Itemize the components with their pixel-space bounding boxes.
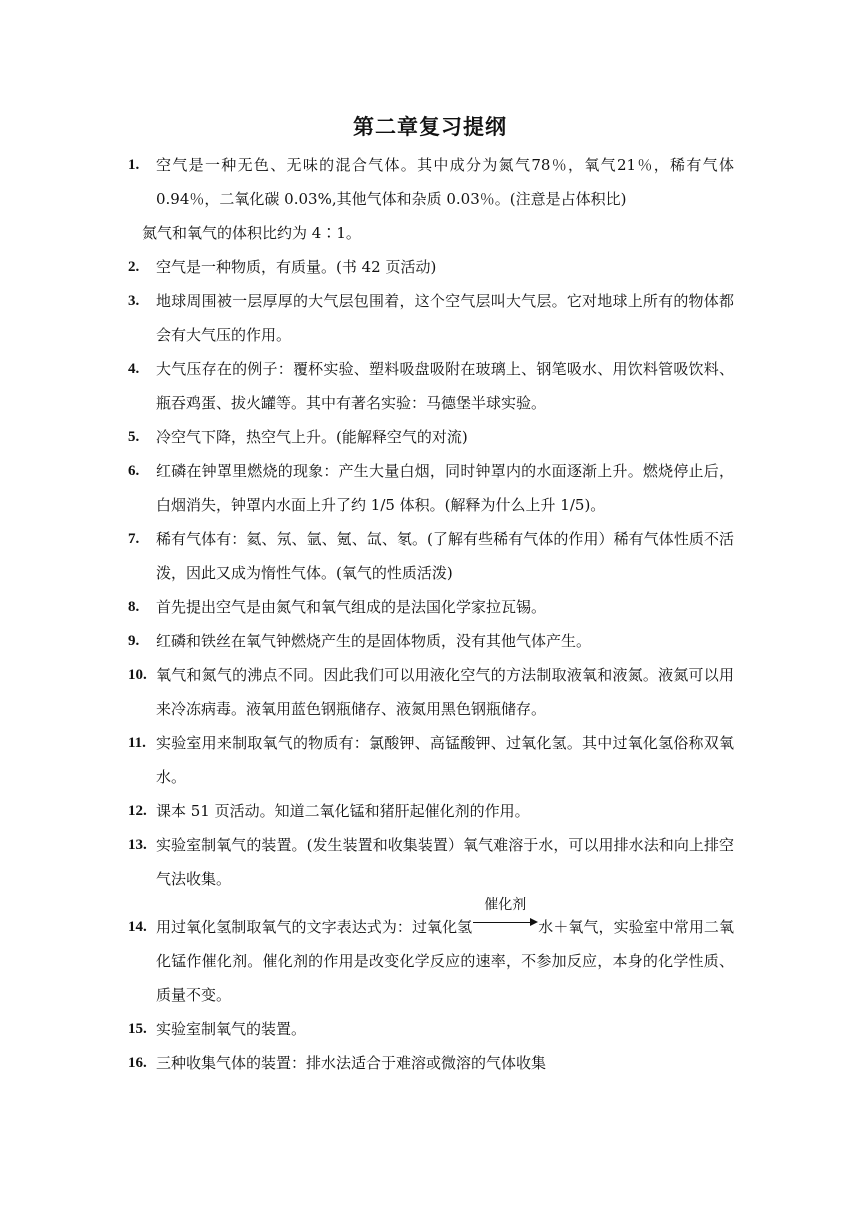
list-item-3 [128, 284, 734, 352]
item-text: 实验室用来制取氧气的物质有：氯酸钾、高锰酸钾、过氧化氢。其中过氧化氢俗称双氧水。 [156, 734, 734, 786]
item-text-before: 用过氧化氢制取氧气的文字表达式为：过氧化氢 [156, 918, 473, 936]
item-text: 首先提出空气是由氮气和氧气组成的是法国化学家拉瓦锡。 [156, 598, 547, 616]
list-item-6 [128, 454, 734, 522]
item-text: 课本 51 页活动。知道二氧化锰和猪肝起催化剂的作用。 [156, 802, 530, 820]
list-item-7 [128, 522, 734, 590]
item-number: 16. [128, 1055, 147, 1071]
item-text: 红磷和铁丝在氧气钟燃烧产生的是固体物质，没有其他气体产生。 [156, 632, 592, 650]
item-text: 地球周围被一层厚厚的大气层包围着，这个空气层叫大气层。它对地球上所有的物体都会有大气压的作用。 [156, 292, 734, 344]
item-text: 红磷在钟罩里燃烧的现象：产生大量白烟，同时钟罩内的水面逐渐上升。燃烧停止后，白烟消失，钟罩内水面上升了约 1/5 体积。(解释为什么上升 1/5)。 [156, 462, 734, 514]
list-item-2 [128, 250, 734, 284]
item-text: 大气压存在的例子：覆杯实验、塑料吸盘吸附在玻璃上、钢笔吸水、用饮料管吸饮料、瓶吞鸡蛋、拔火罐等。其中有著名实验：马德堡半球实验。 [156, 360, 734, 412]
item-number: 12. [128, 803, 147, 819]
item-number: 9. [128, 633, 140, 649]
item-number: 11. [128, 735, 146, 751]
list-item-13 [128, 828, 734, 896]
item-text: 空气是一种无色、无味的混合气体。其中成分为氮气78％，氧气21％，稀有气体 0.94％，二氧化碳 0.03%,其他气体和杂质 0.03％。(注意是占体积比) [156, 156, 734, 208]
item-number: 8. [128, 599, 140, 615]
item-number: 14. [128, 919, 147, 935]
list-item-5 [128, 420, 734, 454]
item-text: 实验室制氧气的装置。 [156, 1020, 307, 1038]
list-item-15 [128, 1012, 734, 1046]
list-item-12 [128, 794, 734, 828]
list-item-11 [128, 726, 734, 794]
item-number: 6. [128, 463, 140, 479]
list-item-16 [128, 1046, 734, 1080]
item-text-after: 水＋氧气，实验室中常用二氧化锰作催化剂。催化剂的作用是改变化学反应的速率，不参加反应，本身的化学性质、质量不变。 [156, 918, 734, 1004]
item-text: 氧气和氮气的沸点不同。因此我们可以用液化空气的方法制取液氧和液氮。液氮可以用来冷冻病毒。液氧用蓝色钢瓶储存、液氮用黑色钢瓶储存。 [156, 666, 734, 718]
list-item-9 [128, 624, 734, 658]
item-number: 15. [128, 1021, 147, 1037]
ratio-note: 氮气和氧气的体积比约为 4∶1。 [142, 224, 361, 242]
outline-list [128, 148, 734, 1080]
item-number: 3. [128, 293, 140, 309]
item-text: 三种收集气体的装置：排水法适合于难溶或微溶的气体收集 [156, 1054, 547, 1072]
page-title: 第二章复习提纲 [353, 115, 507, 139]
item-number: 4. [128, 361, 140, 377]
list-item-14 [128, 897, 734, 1012]
item-number: 10. [128, 667, 147, 683]
arrow-head-icon [530, 918, 538, 926]
catalyst-label: 催化剂 [484, 897, 527, 913]
reaction-arrow [473, 897, 537, 934]
list-item-10 [128, 658, 734, 726]
item-number: 5. [128, 429, 140, 445]
item-number: 2. [128, 259, 140, 275]
item-number: 1. [128, 157, 140, 173]
item-text: 稀有气体有：氦、氖、氩、氪、氙、氡。(了解有些稀有气体的作用）稀有气体性质不活泼，因此又成为惰性气体。(氧气的性质活泼) [156, 530, 734, 582]
item-text: 冷空气下降，热空气上升。(能解释空气的对流) [156, 428, 468, 446]
arrow-line [473, 922, 531, 923]
list-item-1 [128, 148, 734, 216]
item-text: 实验室制氧气的装置。(发生装置和收集装置）氧气难溶于水，可以用排水法和向上排空气法收集。 [156, 836, 734, 888]
list-item-8 [128, 590, 734, 624]
item-number: 7. [128, 531, 140, 547]
item-number: 13. [128, 837, 147, 853]
item-text: 空气是一种物质，有质量。(书 42 页活动) [156, 258, 437, 276]
list-item-4 [128, 352, 734, 420]
